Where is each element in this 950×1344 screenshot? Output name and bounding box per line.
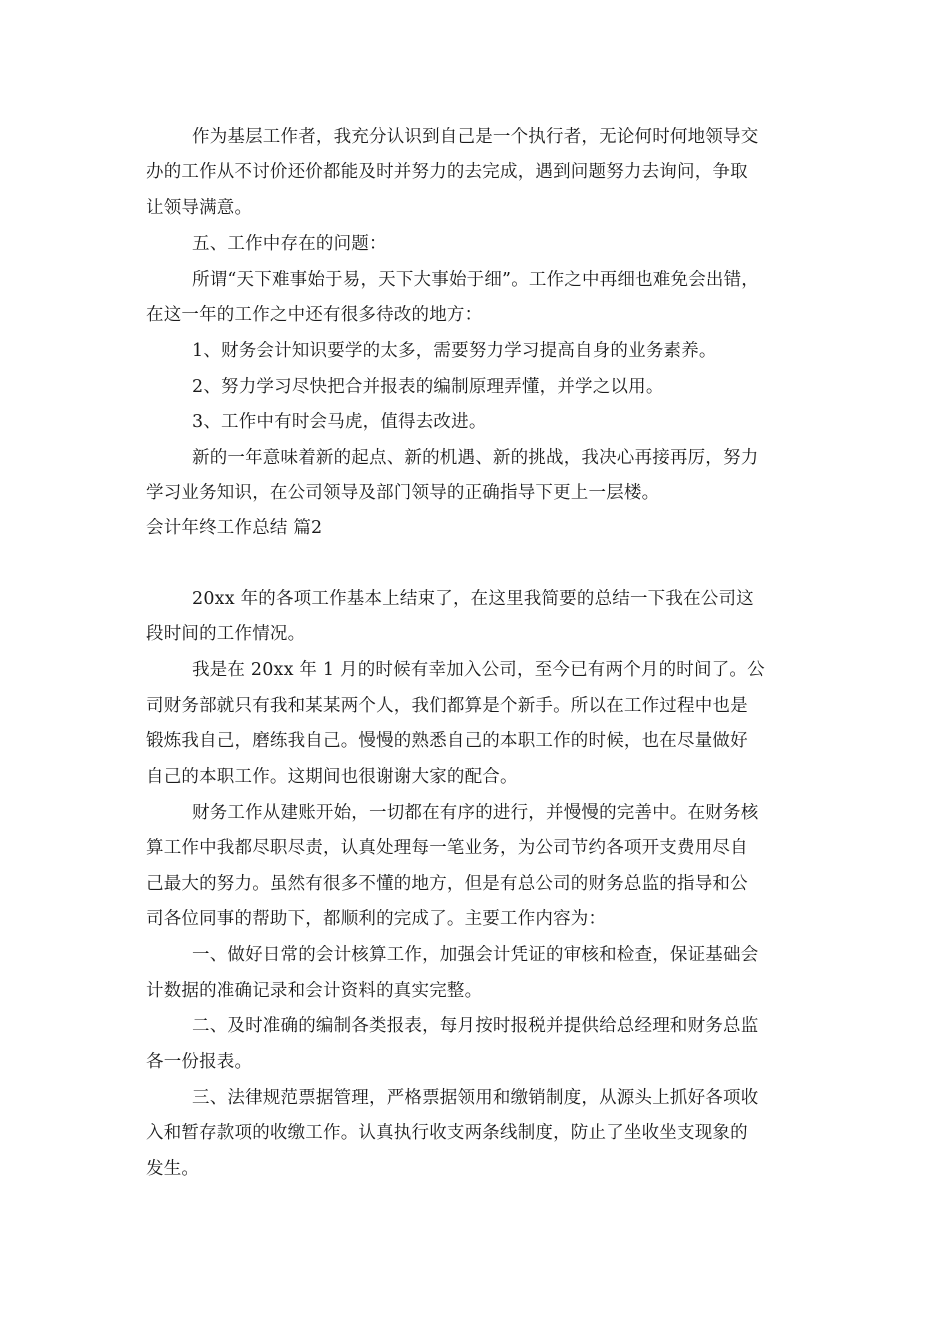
paragraph-line: 锻炼我自己，磨练我自己。慢慢的熟悉自己的本职工作的时候，也在尽量做好 — [146, 731, 748, 751]
paragraph-line: 一、做好日常的会计核算工作，加强会计凭证的审核和检查，保证基础会 — [192, 945, 759, 965]
paragraph-line: 发生。 — [146, 1159, 200, 1179]
paragraph-line: 己最大的努力。虽然有很多不懂的地方，但是有总公司的财务总监的指导和公 — [146, 874, 748, 894]
paragraph-line: 二、及时准确的编制各类报表，每月按时报税并提供给总经理和财务总监 — [192, 1016, 759, 1036]
paragraph-line: 段时间的工作情况。 — [146, 624, 306, 644]
paragraph-line: 在这一年的工作之中还有很多待改的地方： — [146, 305, 483, 325]
paragraph-line: 20xx 年的各项工作基本上结束了，在这里我简要的总结一下我在公司这 — [192, 589, 754, 609]
paragraph-line: 三、法律规范票据管理，严格票据领用和缴销制度，从源头上抓好各项收 — [192, 1088, 759, 1108]
paragraph-line: 司各位同事的帮助下，都顺利的完成了。主要工作内容为： — [146, 909, 607, 929]
paragraph-line: 财务工作从建账开始，一切都在有序的进行，并慢慢的完善中。在财务核 — [192, 803, 759, 823]
paragraph-line: 算工作中我都尽职尽责，认真处理每一笔业务，为公司节约各项开支费用尽自 — [146, 838, 748, 858]
paragraph-line: 学习业务知识，在公司领导及部门领导的正确指导下更上一层楼。 — [146, 483, 660, 503]
paragraph-line: 我是在 20xx 年 1 月的时候有幸加入公司，至今已有两个月的时间了。公 — [192, 660, 765, 680]
paragraph-line: 司财务部就只有我和某某两个人，我们都算是个新手。所以在工作过程中也是 — [146, 696, 748, 716]
paragraph-line: 作为基层工作者，我充分认识到自己是一个执行者，无论何时何地领导交 — [192, 127, 759, 147]
paragraph-line: 办的工作从不讨价还价都能及时并努力的去完成，遇到问题努力去询问，争取 — [146, 162, 748, 182]
paragraph-line: 所谓“天下难事始于易，天下大事始于细”。工作之中再细也难免会出错， — [192, 270, 759, 290]
paragraph-line: 各一份报表。 — [146, 1052, 253, 1072]
section-heading: 五、工作中存在的问题： — [192, 234, 387, 254]
paragraph-line: 计数据的准确记录和会计资料的真实完整。 — [146, 981, 483, 1001]
paragraph-line: 新的一年意味着新的起点、新的机遇、新的挑战，我决心再接再厉，努力 — [192, 448, 759, 468]
list-item: 3、工作中有时会马虎，值得去改进。 — [192, 412, 487, 432]
paragraph-line: 让领导满意。 — [146, 198, 253, 218]
paragraph-line: 入和暂存款项的收缴工作。认真执行收支两条线制度，防止了坐收坐支现象的 — [146, 1123, 748, 1143]
paragraph-line: 自己的本职工作。这期间也很谢谢大家的配合。 — [146, 767, 518, 787]
list-item: 1、财务会计知识要学的太多，需要努力学习提高自身的业务素养。 — [192, 341, 717, 361]
list-item: 2、努力学习尽快把合并报表的编制原理弄懂，并学之以用。 — [192, 377, 664, 397]
article-title: 会计年终工作总结 篇2 — [146, 518, 323, 538]
